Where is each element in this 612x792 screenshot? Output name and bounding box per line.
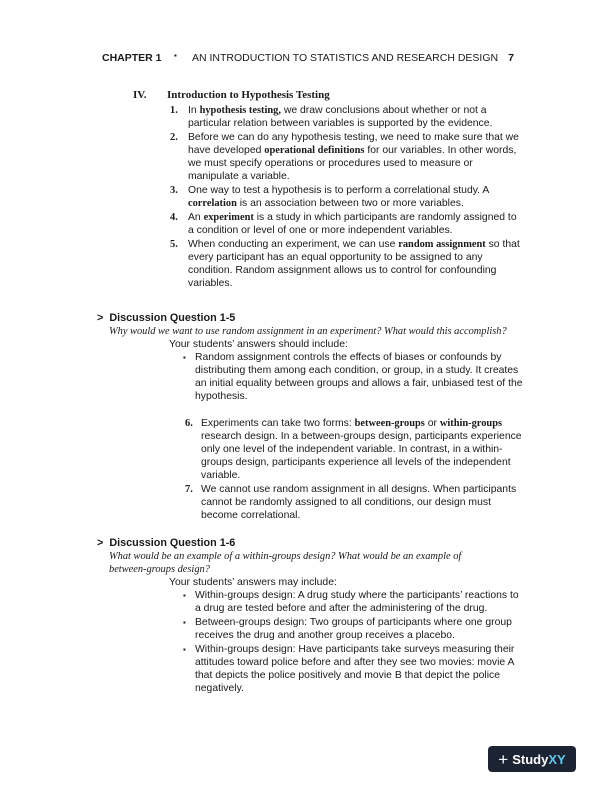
question-text: What would be an example of a within-groups design? What would be an example of between-groups design? bbox=[109, 551, 462, 575]
key-term: within-groups bbox=[439, 418, 503, 429]
list-item: ▪ Within-groups design: A drug study where the participants’ reactions to a drug are tested before and after the administering of the drug. bbox=[183, 590, 519, 614]
answer-bullets bbox=[183, 589, 525, 695]
page-number: 7 bbox=[508, 52, 514, 64]
list-item: 7. We cannot use random assignment in all designs. When participants cannot be randomly assigned to all conditions, our design must become correlational. bbox=[185, 484, 517, 521]
bullet-icon: ▪ bbox=[183, 591, 186, 600]
discussion-heading: > Discussion Question 1-6 bbox=[97, 537, 236, 549]
question-text: Why would we want to use random assignment in an experiment? What would this accomplish? bbox=[109, 326, 507, 337]
key-term: hypothesis testing, bbox=[199, 105, 281, 116]
list-item: 4. An experiment is a study in which participants are randomly assigned to a condition or level of one or more independent variables. bbox=[170, 212, 517, 236]
arrow-icon: > bbox=[97, 312, 104, 324]
studyxy-logo: + StudyXY bbox=[488, 746, 576, 772]
chapter-label: CHAPTER 1 bbox=[102, 52, 162, 64]
answer-bullets bbox=[183, 351, 525, 403]
answer-lead: Your students’ answers may include: bbox=[169, 577, 337, 588]
key-term: random assignment bbox=[398, 239, 486, 250]
design-list bbox=[185, 417, 525, 522]
list-item: 1. In hypothesis testing, we draw conclusions about whether or not a particular relation between variables is supported by the evidence. bbox=[170, 105, 493, 129]
bullet-icon: ▪ bbox=[183, 618, 186, 627]
plus-icon: + bbox=[498, 749, 509, 769]
section-heading bbox=[133, 89, 330, 101]
key-term: operational definitions bbox=[264, 145, 365, 156]
answer-block bbox=[169, 576, 527, 695]
intro-list bbox=[170, 104, 525, 291]
discussion-question-1-6 bbox=[97, 537, 527, 696]
chapter-title: AN INTRODUCTION TO STATISTICS AND RESEARCH DESIGN bbox=[192, 52, 499, 64]
bullet-icon: ▪ bbox=[183, 645, 186, 654]
list-item: ▪ Random assignment controls the effects of biases or confounds by distributing them among each condition, or group, in a study. It creates an initial equality between groups and allows a fair, unbiased test of the hypothesis. bbox=[183, 352, 523, 402]
answer-block bbox=[169, 338, 527, 522]
arrow-icon: > bbox=[97, 537, 104, 549]
answer-lead: Your students’ answers should include: bbox=[169, 339, 348, 350]
key-term: between-groups bbox=[354, 418, 425, 429]
bullet-icon: ▪ bbox=[183, 353, 186, 362]
key-term: experiment bbox=[203, 212, 254, 223]
list-item: ▪ Within-groups design: Have participants take surveys measuring their attitudes toward police before and after they see two movies: movie A that depicts the police positively and movie B that depict the police negatively. bbox=[183, 644, 515, 694]
list-item: 6. Experiments can take two forms: between-groups or within-groups research design. In a between-groups design, participants experience only one level of the independent variable. In contrast, in a within-groups design, participants experience all levels of the independent variable. bbox=[185, 418, 522, 481]
list-item: ▪ Between-groups design: Two groups of participants where one group receives the drug and another group receives a placebo. bbox=[183, 617, 512, 641]
header-separator: ▪ bbox=[174, 51, 177, 60]
section-numeral: IV. bbox=[133, 89, 147, 101]
discussion-heading: > Discussion Question 1-5 bbox=[97, 312, 236, 324]
list-item: 3. One way to test a hypothesis is to perform a correlational study. A correlation is an association between two or more variables. bbox=[170, 185, 489, 209]
list-item: 2. Before we can do any hypothesis testing, we need to make sure that we have developed operational definitions for our variables. In other words, we must specify operations or procedures used to measure or manipulate a variable. bbox=[170, 132, 519, 182]
section-title: Introduction to Hypothesis Testing bbox=[167, 89, 330, 101]
key-term: correlation bbox=[188, 198, 237, 209]
page-header bbox=[102, 52, 522, 66]
discussion-question-1-5 bbox=[97, 312, 527, 523]
list-item: 5. When conducting an experiment, we can use random assignment so that every participant has an equal opportunity to be assigned to any condition. Random assignment allows us to control for confounding variables. bbox=[170, 239, 520, 289]
